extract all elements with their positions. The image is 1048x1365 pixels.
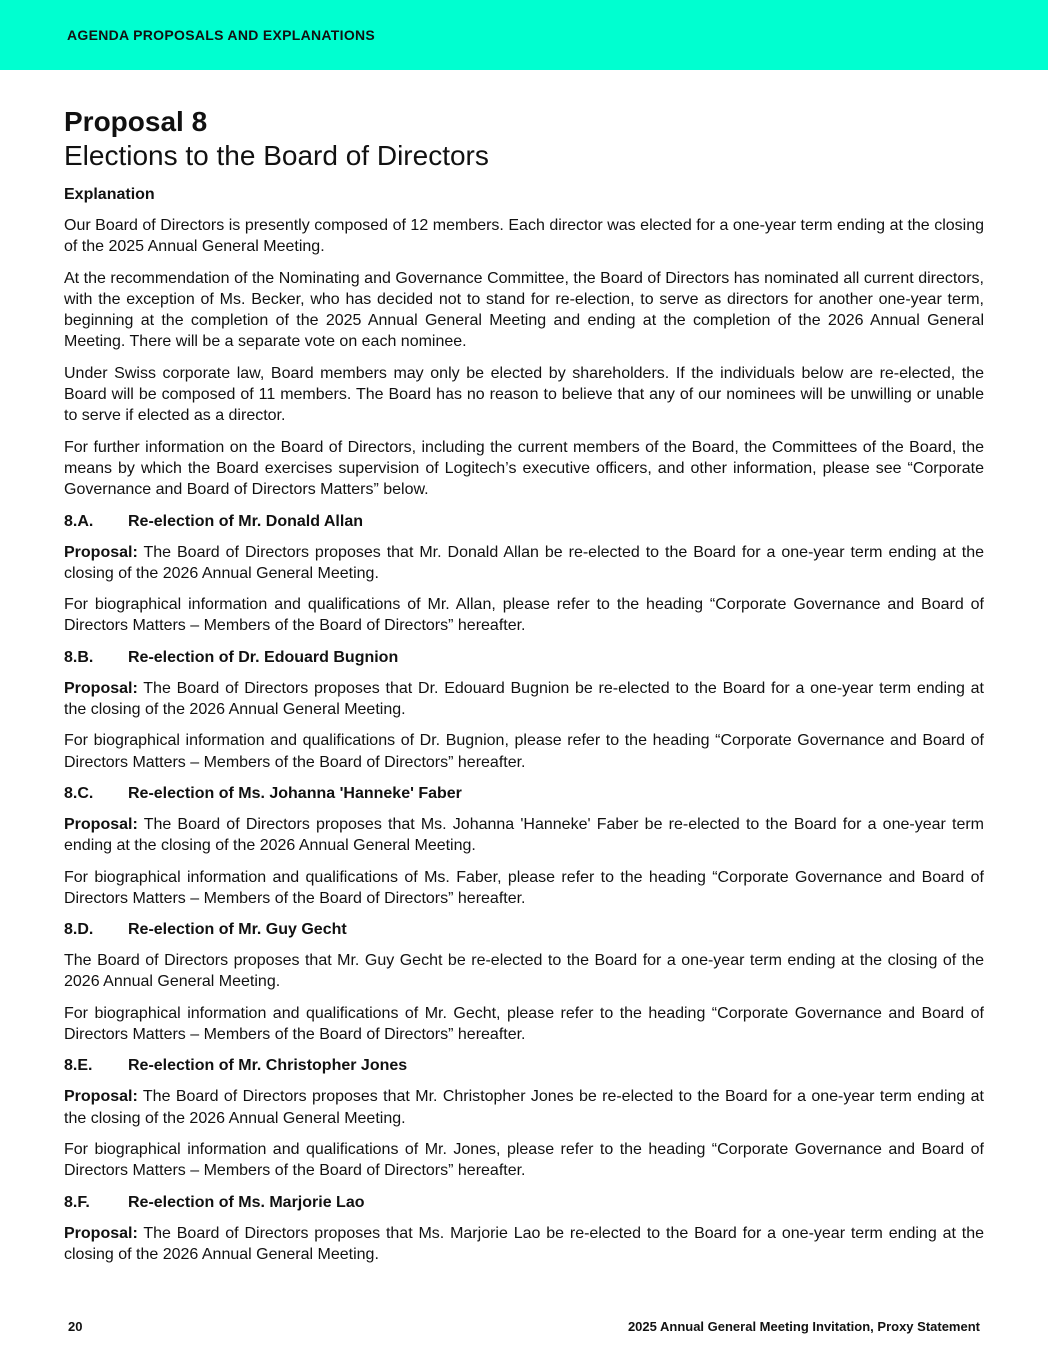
proposal-number: Proposal 8 [64,106,208,137]
explanation-paragraph: Under Swiss corporate law, Board members may only be elected by shareholders. If the individuals below are re-elected, the Board will be composed of 11 members. The Board has no reason to believe that any of our nominees will be unwilling or unable to serve if elected as a director. [64,364,984,425]
item-proposal: The Board of Directors proposes that Mr. Guy Gecht be re-elected to the Board for a one-year term ending at the closing of the 2026 Annual General Meeting. [64,952,984,991]
item-proposal [64,542,984,585]
explanation-paragraph: Our Board of Directors is presently composed of 12 members. Each director was elected for a one-year term ending at the closing of the 2025 Annual General Meeting. [64,217,984,256]
footer-title: 2025 Annual General Meeting Invitation, Proxy Statement [627,1319,980,1334]
item-heading [64,783,984,804]
item-heading [64,1055,984,1076]
explanation-paragraph: For further information on the Board of Directors, including the current members of the Board, the Committees of the Board, the means by which the Board exercises supervision of Logitech’s executive officers, and other information, please see “Corporate Governance and Board of Directors Matters” below. [64,438,984,499]
proposal-label: Proposal: [64,1088,138,1106]
item-title: Re-election of Mr. Donald Allan [128,512,363,530]
proposal-label: Proposal: [64,543,138,561]
item-proposal [64,1223,984,1266]
explanation-heading: Explanation [64,186,155,203]
explanation-paragraph: At the recommendation of the Nominating and Governance Committee, the Board of Directors has nominated all current directors, with the exception of Ms. Becker, who has decided not to stand for re-election, to serve as directors for another one-year term, beginning at the completion of the 2025 Annual General Meeting and ending at the completion of the 2026 Annual General Meeting. There will be a separate vote on each nominee. [64,269,984,351]
item-title: Re-election of Mr. Christopher Jones [128,1057,408,1075]
item-heading [64,919,984,940]
item-number: 8.F. [64,1193,90,1211]
item-title: Re-election of Dr. Edouard Bugnion [128,648,399,666]
item-proposal-text: The Board of Directors proposes that Mr. Christopher Jones be re-elected to the Board for a one-year term ending at the closing of the 2026 Annual General Meeting. [64,1088,985,1127]
item-number: 8.E. [64,1057,93,1075]
item-heading [64,647,984,668]
document-content [64,104,984,1275]
item-number: 8.C. [64,784,94,802]
item-proposal [64,814,984,857]
item-bio: For biographical information and qualifications of Dr. Bugnion, please refer to the heading “Corporate Governance and Board of Directors Matters – Members of the Board of Directors” hereafter. [64,732,984,771]
item-proposal-text: The Board of Directors proposes that Ms. Marjorie Lao be re-elected to the Board for a one-year term ending at the closing of the 2026 Annual General Meeting. [64,1224,984,1263]
item-title: Re-election of Mr. Guy Gecht [128,921,347,939]
item-bio: For biographical information and qualifications of Mr. Jones, please refer to the heading “Corporate Governance and Board of Directors Matters – Members of the Board of Directors” hereafter. [64,1140,984,1180]
section-header-label: AGENDA PROPOSALS AND EXPLANATIONS [67,27,376,43]
proposal-title: Elections to the Board of Directors [64,140,489,171]
page-number: 20 [68,1319,83,1334]
item-bio: For biographical information and qualifications of Mr. Gecht, please refer to the heading “Corporate Governance and Board of Directors Matters – Members of the Board of Directors” hereafter. [64,1004,984,1044]
item-number: 8.A. [64,512,94,530]
item-title: Re-election of Ms. Marjorie Lao [128,1193,365,1211]
item-heading [64,1192,984,1213]
item-proposal [64,678,984,721]
item-title: Re-election of Ms. Johanna 'Hanneke' Faber [128,784,462,802]
item-proposal [64,1086,984,1129]
item-proposal-text: The Board of Directors proposes that Mr. Donald Allan be re-elected to the Board for a one-year term ending at the closing of the 2026 Annual General Meeting. [64,543,984,582]
proposal-label: Proposal: [64,815,138,833]
item-bio: For biographical information and qualifications of Ms. Faber, please refer to the heading “Corporate Governance and Board of Directors Matters – Members of the Board of Directors” hereafter. [64,868,984,907]
item-heading [64,511,984,532]
item-number: 8.D. [64,921,94,939]
item-bio: For biographical information and qualifications of Mr. Allan, please refer to the heading “Corporate Governance and Board of Directors Matters – Members of the Board of Directors” hereafter. [64,596,984,635]
item-number: 8.B. [64,648,94,666]
proposal-label: Proposal: [64,679,138,697]
header-band [0,0,1048,70]
item-proposal-text: The Board of Directors proposes that Dr. Edouard Bugnion be re-elected to the Board for a one-year term ending at the closing of the 2026 Annual General Meeting. [64,679,985,719]
item-proposal-text: The Board of Directors proposes that Ms. Johanna 'Hanneke' Faber be re-elected to the Board for a one-year term ending at the closing of the 2026 Annual General Meeting. [64,815,985,855]
proposal-label: Proposal: [64,1224,138,1242]
